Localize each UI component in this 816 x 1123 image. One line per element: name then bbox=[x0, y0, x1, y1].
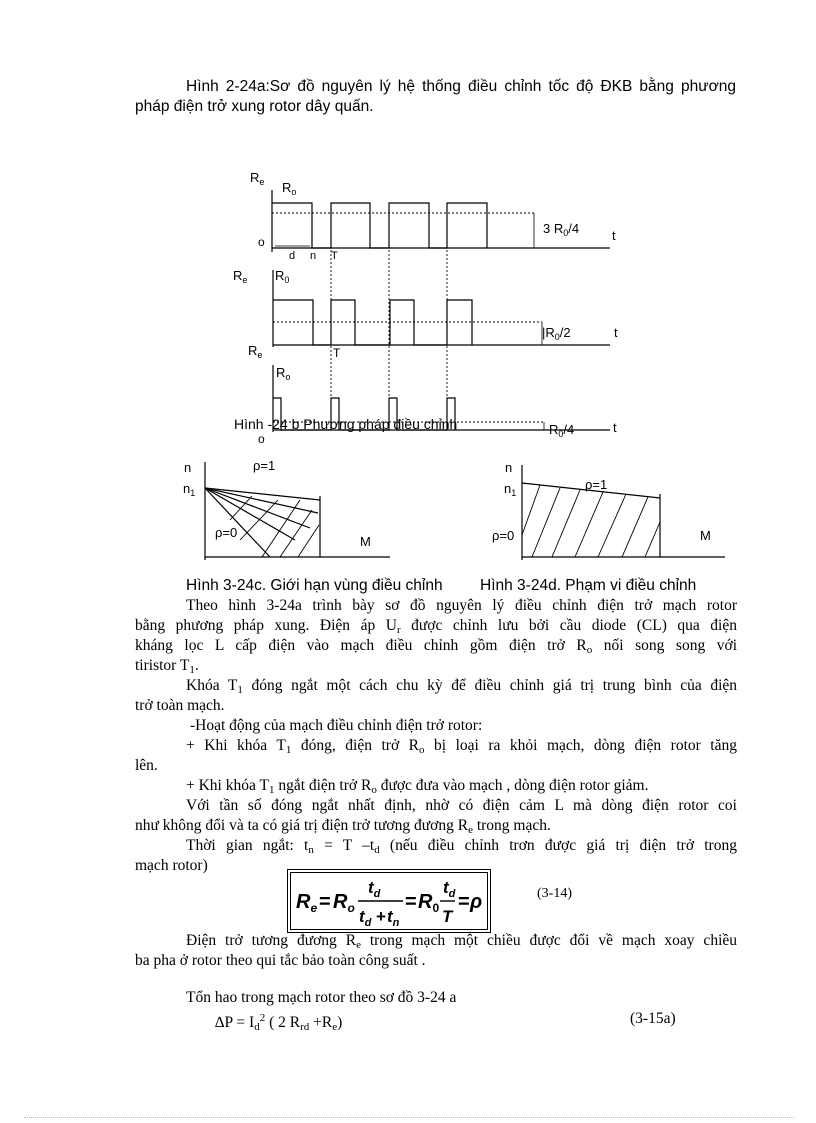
graph-c-n1-label: $n_1$ bbox=[183, 481, 196, 498]
equation-3-14 bbox=[292, 874, 486, 928]
para8-line1: Điện trở tương đương $R_e$ trong mạch một chiều được đổi về mạch xoay chiều bbox=[186, 932, 738, 951]
para2-line1: Khóa $T_1$ đóng ngắt một cách chu kỳ để điều chỉnh giá trị trung bình của điện bbox=[186, 677, 738, 696]
para5: + Khi khóa $T_1$ ngắt điện trở $R_o$ được đưa vào mạch , dòng điện rotor giảm. bbox=[186, 777, 649, 796]
t-axis-label-3: t bbox=[613, 420, 617, 435]
svg-text:T: T bbox=[442, 907, 453, 926]
t-axis-label-1: t bbox=[612, 228, 616, 243]
r0-2-label: $|R_0/2$ bbox=[542, 325, 571, 342]
graph-d-rho0-label: ρ=0 bbox=[492, 528, 515, 543]
para3: -Hoạt động của mạch điều chỉnh điện trở rotor: bbox=[190, 717, 483, 734]
re-label-3: $R_e$ bbox=[248, 343, 263, 360]
para2-line2: trở toàn mạch. bbox=[135, 697, 225, 714]
caption-d: Hình 3-24d. Phạm vi điều chỉnh bbox=[480, 577, 697, 594]
graph-d-m-label: M bbox=[700, 528, 711, 543]
origin-label-1: o bbox=[258, 235, 265, 249]
origin-label-3: o bbox=[258, 432, 265, 446]
graph-c bbox=[180, 455, 395, 570]
equation-3-15a-number: (3-15a) bbox=[630, 1010, 676, 1027]
three-r0-4-label: 3 $R_0/4$ bbox=[543, 221, 580, 238]
ro-label-1: $R_o$ bbox=[282, 180, 297, 197]
svg-text:tn: $t_n$ bbox=[387, 907, 400, 928]
r0-label-2: $R_0$ bbox=[275, 268, 290, 285]
equation-3-15a: $\Delta P = I_d^2$ ( 2 $R_{rd} +R_e$) bbox=[215, 1012, 343, 1033]
caption-a-line2: pháp điện trở xung rotor dây quấn. bbox=[135, 98, 374, 115]
para7-line1: Thời gian ngắt: $t_n = T$ $-t_d$ (nếu điều chỉnh trơn được giá trị điện trở trong bbox=[186, 837, 737, 856]
svg-text:td: $t_d$ bbox=[368, 878, 381, 900]
svg-text:R0: $R_0$ bbox=[418, 891, 440, 915]
svg-text:td: $t_d$ bbox=[443, 878, 456, 900]
svg-text:Re: $R_e$ bbox=[296, 891, 318, 915]
para1-line1: Theo hình 3-24a trình bày sơ đồ nguyên lý điều chỉnh điện trở mạch rotor bbox=[186, 597, 737, 614]
caption-c: Hình 3-24c. Giới hạn vùng điều chỉnh bbox=[186, 577, 443, 594]
graph-d bbox=[490, 455, 730, 570]
para8-line2: ba pha ở rotor theo qui tắc bảo toàn công suất . bbox=[135, 952, 426, 969]
graph-d-rho1-label: ρ=1 bbox=[585, 477, 608, 492]
graph-c-rho1-label: ρ=1 bbox=[253, 458, 276, 473]
para1-line2: bằng phương pháp xung. Điện áp $U_r$ được chỉnh lưu bởi cầu diode (CL) qua điện bbox=[135, 617, 737, 636]
ro-label-3: $R_o$ bbox=[276, 365, 291, 382]
svg-text:=: = bbox=[458, 891, 470, 913]
graph-d-n-label: n bbox=[505, 460, 513, 475]
period-label-mid: T bbox=[333, 346, 341, 360]
svg-text:+: + bbox=[376, 907, 386, 926]
period-label-top: T bbox=[331, 250, 338, 262]
para1-line3: kháng lọc L cấp điện vào mạch điều chỉnh gồm điện trở $R_o$ nối song song với bbox=[135, 637, 738, 656]
overlay-caption-b: Hình -24 b Phương pháp điều chỉnh bbox=[234, 416, 458, 432]
re-label-2: $R_e$ bbox=[233, 268, 248, 285]
graph-c-n-label: n bbox=[184, 460, 192, 475]
svg-text:=: = bbox=[319, 891, 331, 913]
graph-d-n1-label: $n_1$ bbox=[504, 481, 517, 498]
tn-label: n bbox=[310, 250, 317, 262]
svg-text:td: $t_d$ bbox=[359, 907, 372, 928]
td-label: d bbox=[289, 250, 296, 262]
r0-4-label: $R_0/4$ bbox=[549, 422, 575, 439]
para7-line2: mạch rotor) bbox=[135, 857, 208, 874]
graph-c-rho0-label: ρ=0 bbox=[215, 525, 238, 540]
svg-text:Ro: $R_o$ bbox=[333, 891, 355, 915]
waveform-diagram bbox=[228, 160, 628, 450]
page-footer-rule bbox=[24, 1117, 794, 1118]
svg-text:ρ: ρ bbox=[470, 891, 483, 913]
caption-a-line1: Hình 2-24a:Sơ đồ nguyên lý hệ thống điều chỉnh tốc độ ĐKB bằng phương bbox=[186, 78, 736, 95]
equation-3-14-number: (3-14) bbox=[537, 886, 572, 901]
para9: Tổn hao trong mạch rotor theo sơ đồ 3-24 a bbox=[186, 989, 457, 1006]
para6-line1: Với tần số đóng ngắt nhất định, nhờ có điện cảm L mà dòng điện rotor coi bbox=[186, 797, 737, 814]
para4-line2: lên. bbox=[135, 757, 158, 774]
re-label-1: $R_e$ bbox=[250, 170, 265, 187]
para6-line2: như không đổi và ta có giá trị điện trở tương đương $R_e$ trong mạch. bbox=[135, 817, 551, 836]
t-axis-label-2: t bbox=[614, 325, 618, 340]
para4-line1: + Khi khóa $T_1$ đóng, điện trở $R_o$ bị loại ra khỏi mạch, dòng điện rotor tăng bbox=[186, 737, 737, 756]
graph-c-m-label: M bbox=[360, 534, 371, 549]
svg-text:=: = bbox=[405, 891, 417, 913]
para1-line4: tiristor $T_1$. bbox=[135, 657, 199, 676]
